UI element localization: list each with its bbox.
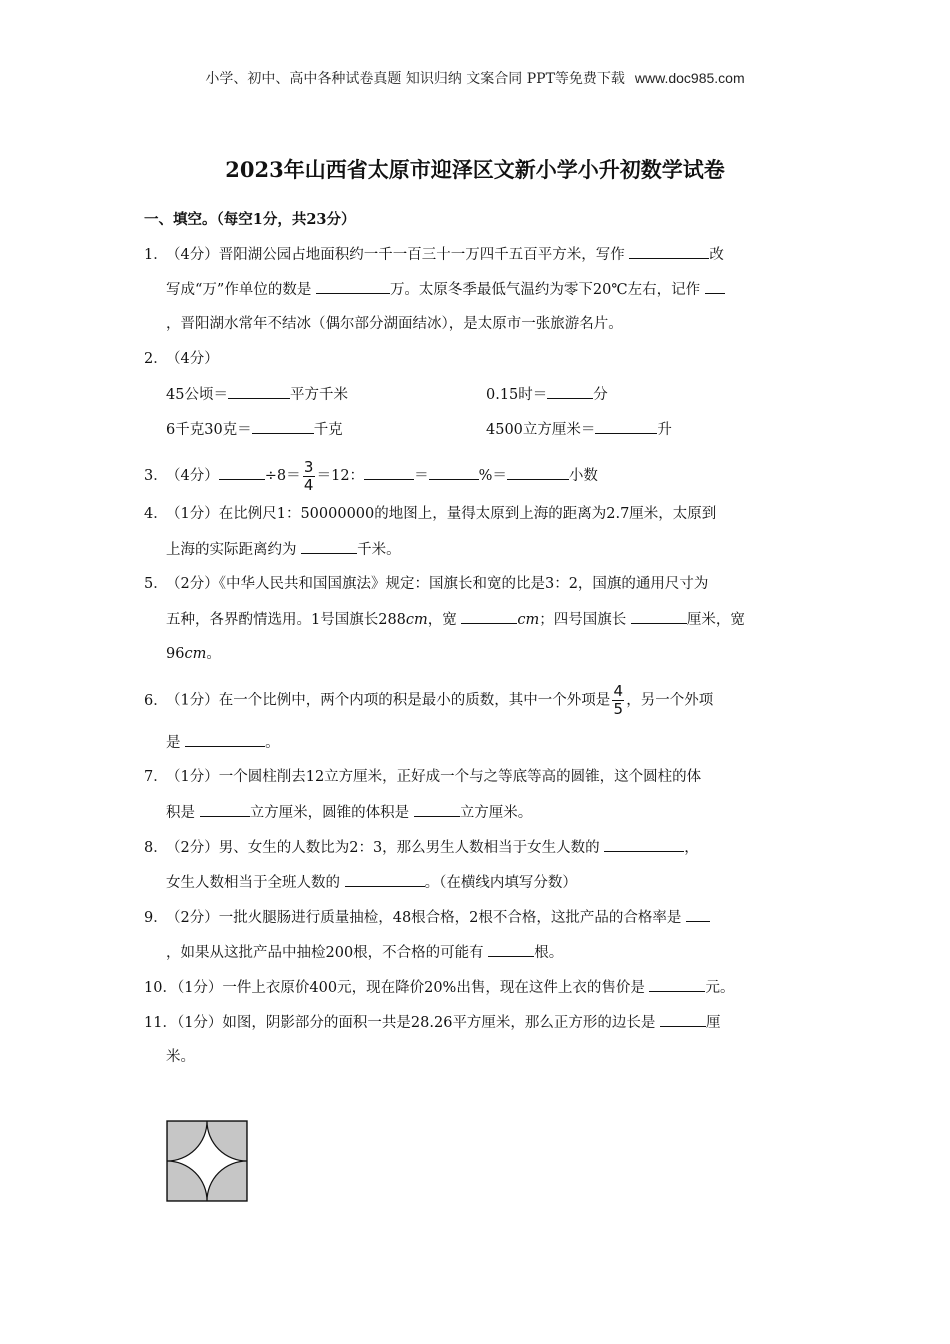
q3-frac-numerator: 3 <box>303 457 314 476</box>
q8-text-2a: 女生人数相当于全班人数的 <box>166 875 345 891</box>
q3-fraction <box>303 457 315 494</box>
q8-blank-2[interactable] <box>345 872 425 887</box>
question-2 <box>144 349 824 454</box>
q2-item-c: 6千克30克＝ <box>166 422 252 438</box>
q2-item-a: 45公顷＝ <box>166 387 228 403</box>
q4-text-2a: 上海的实际距离约为 <box>166 542 302 558</box>
q6-blank-1[interactable] <box>185 732 265 747</box>
q11-text-1a: （1分）如图，阴影部分的面积一共是28.26平方厘米，那么正方形的边长是 <box>176 1015 661 1031</box>
q5-unit-2: cm <box>517 612 540 628</box>
q7-number: 7． <box>144 769 168 785</box>
question-1 <box>144 244 824 349</box>
q7-text-2a: 积是 <box>166 805 200 821</box>
q6-text-1b: ，另一个外项 <box>626 692 714 709</box>
q4-text-2b: 千米。 <box>357 542 401 558</box>
q7-text-2c: 立方厘米。 <box>459 805 533 821</box>
q3-blank-4[interactable] <box>507 465 569 480</box>
q8-text-1a: （2分）男、女生的人数比为2：3，那么男生人数相当于女生人数的 <box>166 840 605 856</box>
q5-text-3b: 。 <box>206 646 221 662</box>
q3-text-3: ＝ <box>414 468 429 484</box>
q1-text-1a: （4分）晋阳湖公园占地面积约一千一百三十一万四千五百平方米，写作 <box>166 247 630 263</box>
q2-item-a-unit: 平方千米 <box>289 387 348 403</box>
question-5 <box>144 574 824 684</box>
question-10 <box>144 977 824 1012</box>
square-with-quarter-circles-icon <box>166 1120 248 1202</box>
q9-blank-1[interactable] <box>686 907 710 922</box>
q6-text-2a: 是 <box>166 735 186 751</box>
q3-number: 3． <box>144 468 168 484</box>
q6-frac-denominator: 5 <box>613 700 623 718</box>
question-11 <box>144 1012 824 1082</box>
question-6 <box>144 684 824 767</box>
q1-number: 1． <box>144 247 168 263</box>
q6-frac-numerator: 4 <box>613 682 623 700</box>
exam-content <box>144 210 824 1082</box>
q9-number: 9． <box>144 910 168 926</box>
q5-text-2a: 五种，各界酌情选用。1号国旗长288 <box>166 612 406 628</box>
q4-blank-1[interactable] <box>301 539 357 554</box>
q2-item-d-unit: 升 <box>657 422 672 438</box>
question-8 <box>144 837 824 907</box>
q1-text-3: ，晋阳湖水常年不结冰（偶尔部分湖面结冰），是太原市一张旅游名片。 <box>166 316 623 332</box>
q6-fraction <box>612 684 624 717</box>
q1-text-2b: 万。太原冬季最低气温约为零下20℃左右，记作 <box>389 282 705 298</box>
q10-text-1a: （1分）一件上衣原价400元，现在降价20%出售，现在这件上衣的售价是 <box>176 980 650 996</box>
q7-blank-1[interactable] <box>200 802 250 817</box>
q4-text-1: （1分）在比例尺1：50000000的地图上，量得太原到上海的距离为2.7厘米，太原到 <box>166 506 717 522</box>
q7-text-2b: 立方厘米，圆锥的体积是 <box>249 805 414 821</box>
q3-text-4: %＝ <box>478 468 507 484</box>
q7-blank-2[interactable] <box>414 802 460 817</box>
q9-blank-2[interactable] <box>488 942 534 957</box>
q1-text-2a: 写成“万”作单位的数是 <box>166 282 316 298</box>
header-text: 小学、初中、高中各种试卷真题 知识归纳 文案合同 PPT等免费下载 <box>205 71 625 87</box>
q3-blank-3[interactable] <box>429 465 479 480</box>
q2-score: （4分） <box>166 351 219 367</box>
q11-number: 11． <box>144 1015 177 1031</box>
q10-blank-1[interactable] <box>649 977 705 992</box>
q1-blank-3[interactable] <box>705 279 725 294</box>
q2-blank-a[interactable] <box>228 384 290 399</box>
q5-unit-1: cm <box>405 612 428 628</box>
q3-frac-denominator: 4 <box>303 475 314 494</box>
q5-text-1: （2分）《中华人民共和国国旗法》规定：国旗长和宽的比是3：2，国旗的通用尺寸为 <box>166 576 709 592</box>
q7-text-1: （1分）一个圆柱削去12立方厘米，正好成一个与之等底等高的圆锥，这个圆柱的体 <box>166 769 702 785</box>
q5-number: 5． <box>144 576 168 592</box>
q3-text-5: 小数 <box>568 468 598 484</box>
q2-blank-d[interactable] <box>595 419 657 434</box>
q2-blank-b[interactable] <box>547 384 593 399</box>
q2-item-c-unit: 千克 <box>313 422 343 438</box>
q1-blank-2[interactable] <box>316 279 390 294</box>
q3-blank-2[interactable] <box>364 465 414 480</box>
q3-text-2: ＝12： <box>316 468 365 484</box>
q2-number: 2． <box>144 351 168 367</box>
page-header <box>0 68 950 88</box>
question-9 <box>144 907 824 977</box>
q1-blank-1[interactable] <box>629 244 709 259</box>
exam-title: 2023年山西省太原市迎泽区文新小学小升初数学试卷 <box>225 157 725 182</box>
q9-text-2a: ，如果从这批产品中抽检200根，不合格的可能有 <box>166 945 489 961</box>
q8-number: 8． <box>144 840 168 856</box>
q6-text-2b: 。 <box>265 735 280 751</box>
q6-text-1a: （1分）在一个比例中，两个内项的积是最小的质数，其中一个外项是 <box>166 692 611 709</box>
q5-text-2b: ，宽 <box>427 612 462 628</box>
section-heading: 一、填空。（每空1分，共23分） <box>144 211 356 228</box>
q5-unit-3: cm <box>184 646 207 662</box>
q3-text-1: ÷8＝ <box>264 468 301 484</box>
q5-text-2c: ；四号国旗长 <box>539 612 631 628</box>
header-site[interactable]: www.doc985.com <box>634 70 745 86</box>
q3-blank-1[interactable] <box>219 465 265 480</box>
question-4 <box>144 504 824 574</box>
q5-text-2d: 厘米，宽 <box>686 612 745 628</box>
q11-blank-1[interactable] <box>660 1012 706 1027</box>
q4-number: 4． <box>144 506 168 522</box>
q10-number: 10． <box>144 980 177 996</box>
q11-text-2: 米。 <box>166 1049 195 1065</box>
q11-figure <box>166 1120 248 1206</box>
q2-item-b: 0.15时＝ <box>486 387 548 403</box>
q3-score: （4分） <box>166 468 219 484</box>
q5-blank-1[interactable] <box>461 609 517 624</box>
question-7 <box>144 767 824 837</box>
q11-text-1b: 厘 <box>706 1015 721 1031</box>
q10-text-1b: 元。 <box>705 980 735 996</box>
q2-item-d: 4500立方厘米＝ <box>486 422 596 438</box>
q8-text-2b: 。（在横线内填写分数） <box>424 875 577 891</box>
q6-number: 6． <box>144 692 168 709</box>
q8-blank-1[interactable] <box>604 837 684 852</box>
q2-item-b-unit: 分 <box>593 387 608 403</box>
q1-text-1b: 改 <box>709 247 724 263</box>
q9-text-2b: 根。 <box>534 945 564 961</box>
question-3 <box>144 454 824 504</box>
q5-blank-2[interactable] <box>631 609 687 624</box>
q8-text-1b: ， <box>684 840 699 856</box>
q2-blank-c[interactable] <box>252 419 314 434</box>
q5-text-3a: 96 <box>166 646 185 662</box>
q9-text-1: （2分）一批火腿肠进行质量抽检，48根合格，2根不合格，这批产品的合格率是 <box>166 910 687 926</box>
